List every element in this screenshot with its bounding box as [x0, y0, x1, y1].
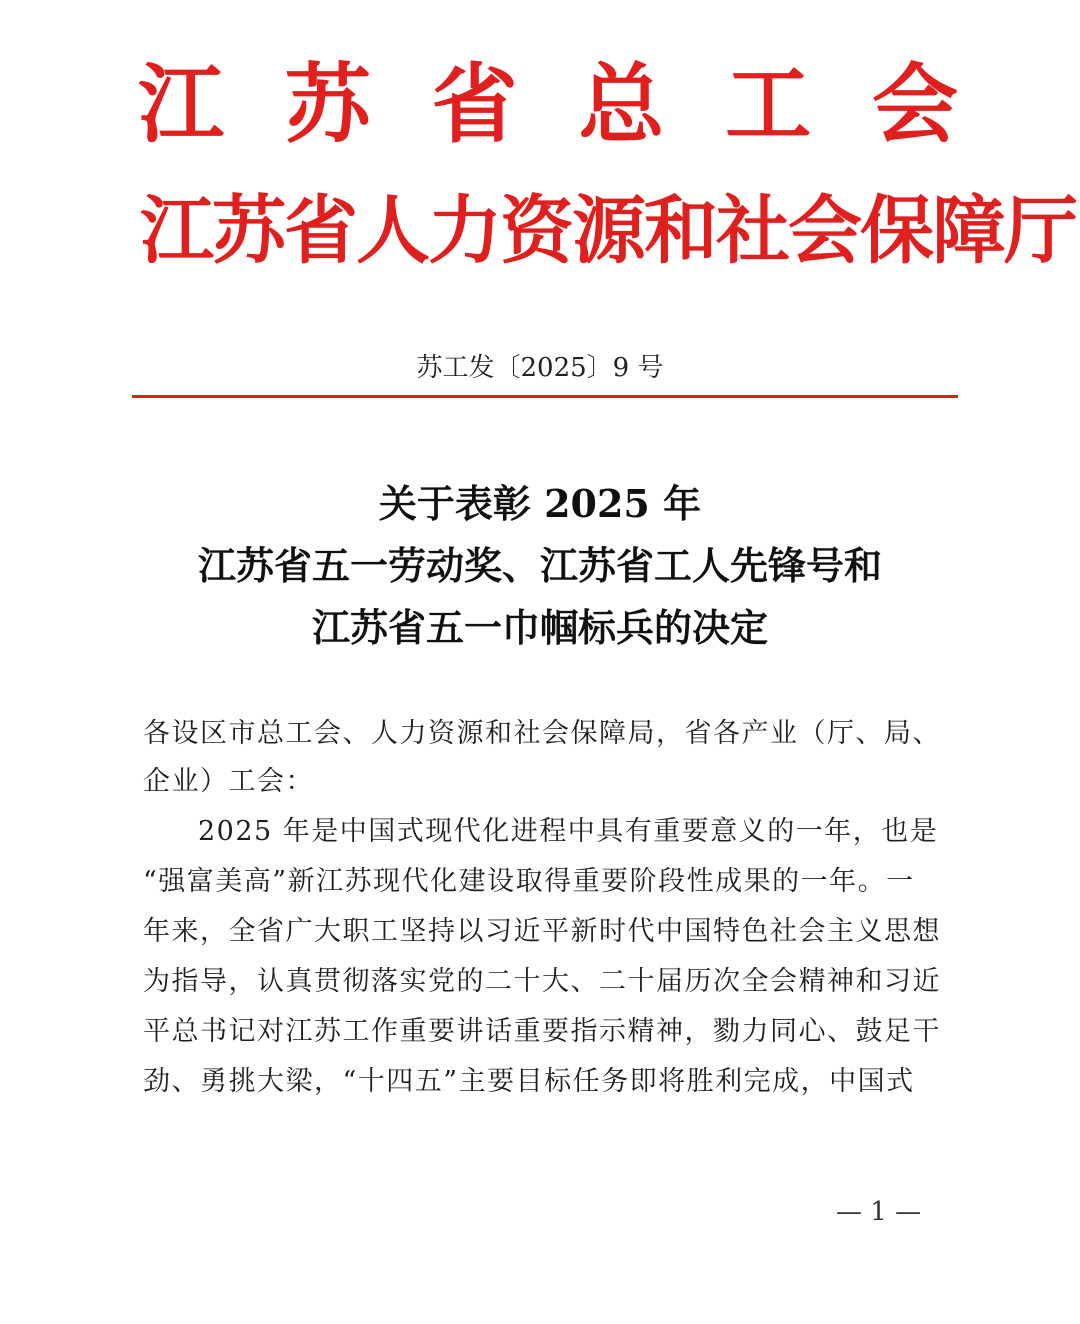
document-title-line-2: 江苏省五一劳动奖、江苏省工人先锋号和: [197, 543, 882, 588]
issuer-name-hr-department: 江苏省人力资源和社会保障厅: [140, 188, 1076, 274]
body-line: 平总书记对江苏工作重要讲话重要指示精神，勠力同心、鼓足干: [143, 1016, 941, 1047]
header-divider: [132, 395, 958, 398]
issuer-char: 会: [871, 54, 958, 155]
page-number: — 1 —: [836, 1197, 922, 1227]
issuer-char: 苏: [284, 54, 371, 155]
body-line: 年来，全省广大职工坚持以习近平新时代中国特色社会主义思想: [143, 916, 941, 947]
issuer-char: 总: [578, 54, 665, 155]
body-line: 为指导，认真贯彻落实党的二十大、二十届历次全会精神和习近: [143, 966, 941, 997]
issuer-char: 工: [725, 54, 812, 155]
issuer-char: 省: [431, 54, 518, 155]
body-line: 劲、勇挑大梁，“十四五”主要目标任务即将胜利完成，中国式: [143, 1066, 915, 1097]
issuer-name-federation: [138, 50, 958, 160]
body-line: 各设区市总工会、人力资源和社会保障局，省各产业（厅、局、: [143, 718, 941, 749]
document-title-line-3: 江苏省五一巾帼标兵的决定: [311, 605, 768, 650]
issuer-char: 江: [138, 54, 224, 155]
document-number: 苏工发〔2025〕9 号: [416, 353, 664, 383]
document-title-line-1: 关于表彰 2025 年: [378, 481, 702, 526]
body-line: “强富美高”新江苏现代化建设取得重要阶段性成果的一年。一: [143, 866, 915, 897]
body-line: 企业）工会：: [143, 766, 314, 797]
body-line: 2025 年是中国式现代化进程中具有重要意义的一年，也是: [198, 816, 939, 847]
